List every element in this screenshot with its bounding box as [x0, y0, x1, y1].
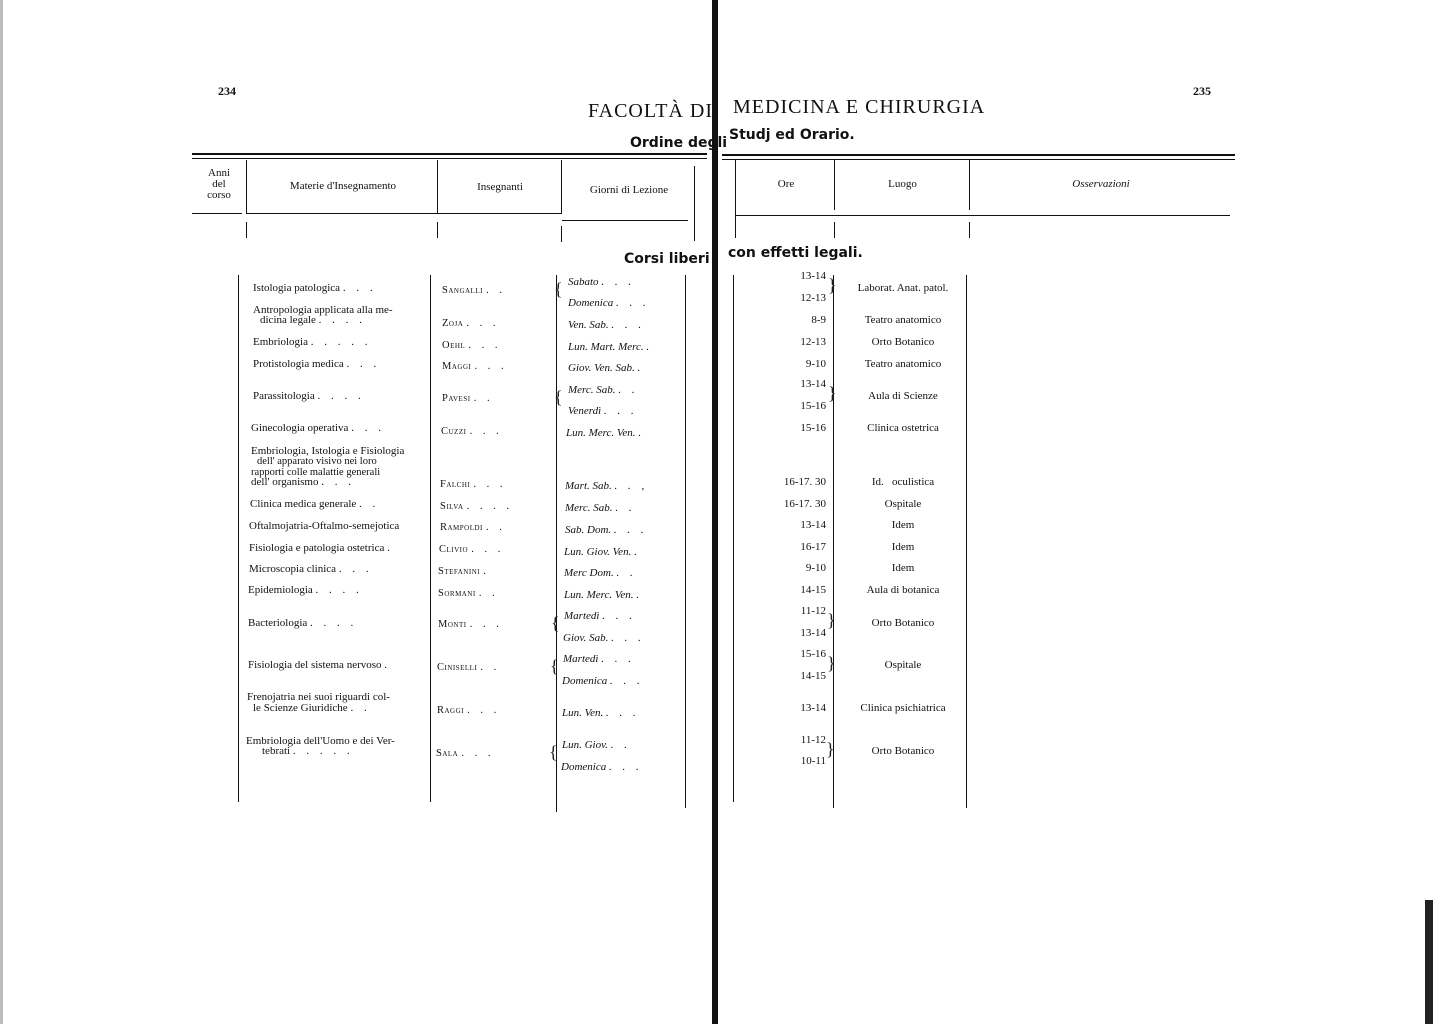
header-osservazioni: Osservazioni [1072, 178, 1130, 190]
table-row-day: Mart. Sab. . . , [565, 480, 649, 492]
body-rule-giorni [685, 275, 686, 808]
table-row-hours: 13-14 [800, 702, 826, 714]
header-top-rule-right [722, 154, 1235, 156]
table-row-day: Martedì . . . [563, 653, 635, 665]
header-ore: Ore [777, 178, 795, 190]
table-row-place: Id. oculistica [871, 476, 935, 488]
table-row-subject: Frenojatria nei suoi riguardi col- [247, 691, 390, 703]
header-insegnanti: Insegnanti [477, 181, 523, 193]
tick [561, 226, 562, 242]
brace-mark: { [550, 656, 559, 676]
table-row-day: Merc. Sab. . . [568, 384, 639, 396]
table-row-teacher: Rampoldi . . [440, 522, 506, 533]
scan-edge-right [1425, 900, 1433, 1024]
header-top-rule-left [192, 153, 707, 155]
scan-edge-left [0, 0, 3, 1024]
brace-mark: { [549, 742, 558, 762]
table-row-hours: 15-16 [800, 400, 826, 412]
table-row-place: Aula di Scienze [868, 390, 938, 402]
table-row-place: Ospitale [884, 659, 922, 671]
brace-mark: } [828, 383, 837, 403]
table-row-place: Clinica ostetrica [867, 422, 939, 434]
tick [246, 222, 247, 238]
brace-mark: } [828, 275, 837, 295]
table-row-day: Venerdì . . . [568, 405, 638, 417]
table-row-subject: Bacteriologia . . . . [248, 617, 358, 629]
table-row-teacher: Oehl . . . [442, 340, 502, 351]
table-row-day: Lun. Merc. Ven. . [564, 589, 644, 601]
table-row-subject: Clinica medica generale . . [250, 498, 380, 510]
section-heading-left: Corsi liberi [624, 251, 710, 267]
table-row-day: Sabato . . . [568, 276, 636, 288]
table-row-place: Idem [891, 541, 915, 553]
table-row-subject: dell' organismo . . . [251, 476, 355, 488]
body-rule-insegnanti [556, 275, 557, 812]
header-anni-line1: Anni [208, 167, 230, 179]
table-row-subject: Embriologia dell'Uomo e dei Ver- [246, 735, 395, 747]
table-row-subject: le Scienze Giuridiche . . [253, 702, 371, 714]
brace-mark: { [554, 279, 563, 299]
table-row-teacher: Stefanini . [438, 566, 490, 577]
col-sep-materie [437, 160, 438, 213]
header-bottom-rule-left-3 [562, 220, 688, 221]
table-row-subject: Protistologia medica . . . [253, 358, 381, 370]
table-row-day: Merc. Sab. . . [565, 502, 636, 514]
table-row-subject: Istologia patologica . . . [253, 282, 377, 294]
table-row-teacher: Clivio . . . [439, 544, 505, 555]
table-row-subject: Ginecologia operativa . . . [251, 422, 385, 434]
table-row-day: Martedì . . . [564, 610, 636, 622]
table-row-hours: 9-10 [805, 358, 826, 370]
brace-mark: } [827, 653, 836, 673]
header-top-rule-right-2 [722, 159, 1235, 160]
table-row-hours: 13-14 [800, 270, 826, 282]
body-rule-ore-left [733, 275, 734, 802]
header-materie: Materie d'Insegnamento [289, 180, 397, 192]
body-rule-materie [430, 275, 431, 802]
table-row-hours: 13-14 [800, 627, 826, 639]
table-row-teacher: Cuzzi . . . [441, 426, 503, 437]
page-number-right: 235 [1193, 84, 1211, 98]
table-row-day: Lun. Giov. Ven. . [564, 546, 641, 558]
brace-mark: { [551, 613, 560, 633]
table-row-hours: 14-15 [800, 670, 826, 682]
section-heading-right: con effetti legali. [728, 245, 863, 261]
table-row-day: Lun. Ven. . . . [562, 707, 640, 719]
table-row-subject: rapporti colle malattie generali [251, 467, 381, 478]
table-row-subject: Microscopia clinica . . . [249, 563, 373, 575]
table-row-place: Teatro anatomico [864, 358, 942, 370]
header-top-rule-left-2 [192, 158, 707, 159]
table-row-hours: 15-16 [800, 422, 826, 434]
table-row-place: Teatro anatomico [864, 314, 942, 326]
table-row-subject: Fisiologia del sistema nervoso . [248, 659, 392, 671]
body-rule-ore [833, 275, 834, 808]
table-row-day: Lun. Mart. Merc. . [568, 341, 654, 353]
table-row-hours: 12-13 [800, 336, 826, 348]
col-sep-anni [246, 160, 247, 213]
col-sep-luogo [969, 160, 970, 210]
header-bottom-rule-right [735, 215, 1230, 216]
table-row-place: Laborat. Anat. patol. [857, 282, 949, 294]
table-row-teacher: Ciniselli . . [437, 662, 501, 673]
table-row-subject: Fisiologia e patologia ostetrica . [249, 542, 394, 554]
brace-mark: { [554, 387, 563, 407]
table-row-teacher: Sormani . . [438, 588, 499, 599]
table-row-place: Orto Botanico [871, 617, 935, 629]
tick [834, 222, 835, 238]
table-row-teacher: Sala . . . [436, 748, 495, 759]
table-row-place: Clinica psichiatrica [860, 702, 946, 714]
col-sep-ore-left [735, 160, 736, 238]
table-row-place: Idem [891, 562, 915, 574]
table-row-place: Orto Botanico [871, 745, 935, 757]
table-row-place: Idem [891, 519, 915, 531]
table-row-teacher: Zoja . . . [442, 318, 500, 329]
table-row-teacher: Raggi . . . [437, 705, 501, 716]
table-row-hours: 12-13 [800, 292, 826, 304]
brace-mark: } [826, 739, 835, 759]
header-luogo: Luogo [888, 178, 917, 190]
table-row-hours: 16-17. 30 [783, 476, 826, 488]
tick [969, 222, 970, 238]
header-bottom-rule-left-2 [246, 213, 562, 214]
book-gutter [712, 0, 718, 1024]
col-sep-insegnanti [561, 160, 562, 213]
subtitle-right: Studj ed Orario. [729, 127, 855, 143]
tick [437, 222, 438, 238]
table-row-subject: Antropologia applicata alla me- [253, 304, 393, 316]
table-row-subject: Embriologia . . . . . [253, 336, 372, 348]
table-row-hours: 16-17 [800, 541, 826, 553]
col-sep-giorni [694, 166, 695, 241]
table-row-subject: Embriologia, Istologia e Fisiologia [251, 445, 405, 457]
header-anni-line2: del [212, 178, 226, 190]
table-row-place: Orto Botanico [871, 336, 935, 348]
table-row-day: Merc Dom. . . [564, 567, 637, 579]
table-row-subject: Parassitologia . . . . [253, 390, 365, 402]
table-row-teacher: Sangalli . . [442, 285, 506, 296]
table-row-hours: 9-10 [805, 562, 826, 574]
subtitle-left: Ordine degli [630, 135, 728, 151]
table-row-place: Aula di botanica [866, 584, 940, 596]
table-row-day: Lun. Merc. Ven. . [566, 427, 646, 439]
table-row-day: Domenica . . . [562, 675, 644, 687]
table-row-day: Giov. Sab. . . . [563, 632, 645, 644]
faculty-title-left: FACOLTÀ DI [588, 100, 714, 122]
table-row-hours: 8-9 [811, 314, 826, 326]
table-row-place: Ospitale [884, 498, 922, 510]
table-row-hours: 14-15 [800, 584, 826, 596]
faculty-title-right: MEDICINA E CHIRURGIA [733, 96, 986, 118]
brace-mark: } [827, 610, 836, 630]
table-row-hours: 10-11 [800, 755, 826, 767]
table-row-day: Lun. Giov. . . [562, 739, 631, 751]
table-row-hours: 11-12 [800, 734, 826, 746]
table-row-day: Domenica . . . [568, 297, 650, 309]
table-row-day: Giov. Ven. Sab. . [568, 362, 645, 374]
table-row-teacher: Silva . . . . [440, 501, 514, 512]
table-row-day: Ven. Sab. . . . [568, 319, 646, 331]
header-bottom-rule-left [192, 213, 242, 214]
table-row-hours: 13-14 [800, 378, 826, 390]
table-row-hours: 13-14 [800, 519, 826, 531]
col-sep-ore [834, 160, 835, 210]
body-rule-left [238, 275, 239, 802]
table-row-teacher: Maggi . . . [442, 361, 508, 372]
page-number-left: 234 [218, 84, 236, 98]
table-row-teacher: Falchi . . . [440, 479, 507, 490]
table-row-hours: 11-12 [800, 605, 826, 617]
table-row-hours: 16-17. 30 [783, 498, 826, 510]
table-row-subject: tebrati . . . . . [262, 745, 354, 757]
table-row-subject: Oftalmojatria-Oftalmo-semejotica [249, 520, 400, 532]
table-row-subject: Epidemiologia . . . . [248, 584, 363, 596]
table-row-day: Domenica . . . [561, 761, 643, 773]
table-row-subject: dicina legale . . . . [260, 314, 366, 326]
table-row-subject: dell' apparato visivo nei loro [257, 456, 377, 467]
header-giorni: Giorni di Lezione [589, 184, 669, 196]
table-row-teacher: Monti . . . [438, 619, 503, 630]
header-anni-line3: corso [207, 189, 231, 201]
table-row-day: Sab. Dom. . . . [565, 524, 648, 536]
table-row-hours: 15-16 [800, 648, 826, 660]
table-row-teacher: Pavesi . . [442, 393, 494, 404]
